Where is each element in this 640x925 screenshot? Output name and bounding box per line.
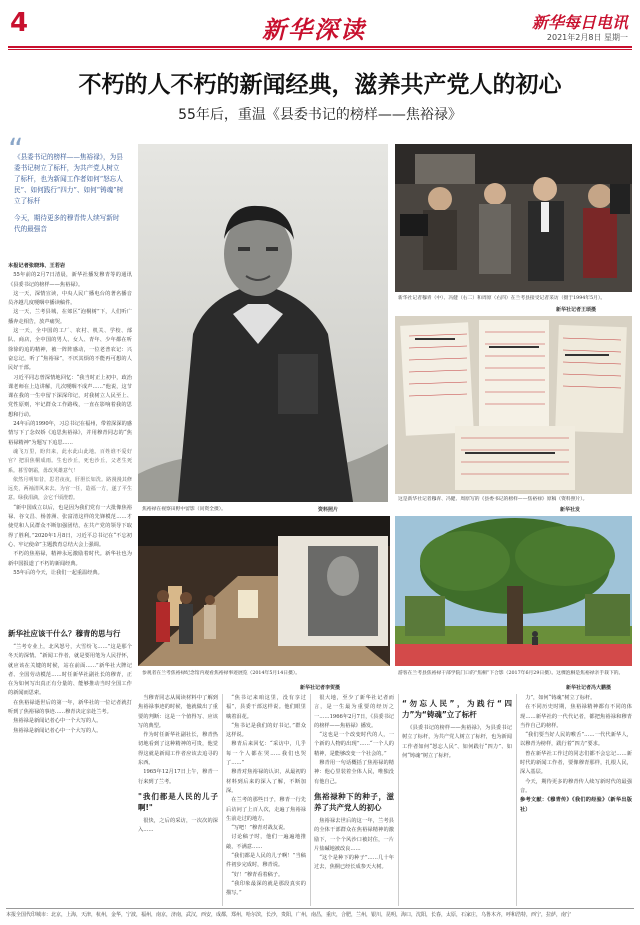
article-column-6 [520, 694, 632, 906]
section-title: 新华深读 [262, 15, 366, 44]
paragraph: 在焦裕禄逝世后的第一年，新华社的一位记者就打听到了焦裕禄的事迹……穆青决定亲赴兰考。 [8, 699, 132, 716]
poem-stanza: 魂飞万里，盼归来，此水此山此地。百姓谁不爱好官？把泪焦桐成雨。生也沙丘，死也沙丘，父老生死系。暮雪朝霜，毋改英雄意气！ [8, 448, 132, 474]
issue-date: 2021年2月8日 星期一 [546, 33, 628, 42]
paragraph: 曾在新华社工作过的同志们都不会忘记……新时代的新闻工作者，要像穆青那样，扎根人民，深入基层。 [520, 750, 632, 776]
museum-image [138, 516, 390, 666]
article-column-5 [402, 694, 512, 906]
photo-credit: 新华社记者冯大鹏摄 [566, 685, 612, 691]
paragraph: 《县委书记的榜样——焦裕禄》，为县委书记树立了标杆，为共产党人树立了标杆，也为新闻工作者如何“怒忘人民”、如何践行“四力”、如何“铸魂”树立了标杆。 [402, 725, 512, 759]
section-heading: 焦裕禄种下的种子，滋养了共产党人的初心 [314, 791, 394, 812]
paragraph: “这也是一个改变时代的人，一个新的人物的出现”……“一个人的精神，是能够改变一个社会的。” [314, 732, 394, 757]
tree-photo [395, 516, 632, 666]
footer-printing-cities: 本报全国代印城市：北京，上海，天津，杭州，金华，宁波，福州，南京，济南，武汉，西安，成都，郑州，哈尔滨，长沙，贵阳，广州，南昌，重庆，合肥，兰州，银川，昆明，海口，沈阳，长春，太原，石家庄，乌鲁木齐，呼和浩特，西宁，拉萨，南宁 [6, 912, 572, 918]
paragraph: 焦裕禄是新闻记者心中一个大写的人。 [13, 727, 102, 734]
section-heading: 新华社应该干什么？穆青的思与行 [8, 629, 121, 638]
paragraph: 这一天，兰考县城，在郊区“泡桐树”下，人们听广播奔走相告，放声痛哭。 [8, 309, 132, 325]
masthead-rule [8, 46, 632, 48]
paragraph: “焦书记是我们的好书记。”群众这样说。 [226, 722, 306, 739]
photo-credit: 资料照片 [318, 507, 339, 513]
paragraph: 焦裕禄是新闻记者心中一个大写的人。 [13, 718, 102, 725]
paragraph: 这一天，深情宣读，中央人民广播电台的著名播音员齐越几度哽咽中播读稿件。 [8, 290, 132, 307]
footer-rule [6, 908, 634, 909]
photo-credit: 新华社记者李贺摄 [300, 685, 341, 691]
paragraph: “我们都是人民的儿子啊！”当稿件初步完成时，穆青说。 [226, 853, 306, 869]
paragraph: 55年前的2月7日清晨，新华社播发穆青等的通讯《县委书记的榜样——焦裕禄》。 [8, 272, 132, 288]
headline: 不朽的人不朽的新闻经典，滋养共产党人的初心 [78, 72, 562, 98]
photo-caption: 游客在兰考县焦裕禄干部学院门口的“焦桐”下合影（2017年6月29日摄）。这棵泡桐是焦裕禄亲手栽下的。 [398, 671, 624, 676]
byline: 本报记者张晓玮、王若岩 [8, 263, 66, 269]
subheadline: 55年后，重温《县委书记的榜样——焦裕禄》 [178, 107, 462, 123]
article-column-4 [314, 694, 394, 906]
paragraph: 55年后的今天，让我们一起重温经典。 [13, 569, 103, 576]
photo-credit: 新华社记者王颂摄 [556, 307, 597, 313]
museum-photo [138, 516, 390, 666]
paragraph: “这个是种下的种子”……几十年过去，焦桐已经长成参天大树。 [314, 855, 394, 871]
paragraph: 在不同历史时期，焦裕禄精神都有不同的体现……新华社的一代代记者，都把焦裕禄和穆青当作自己的榜样。 [520, 704, 632, 729]
newspaper-name: 新华每日电讯 [531, 13, 628, 32]
paragraph: “焦书记来咱这里，没有享过福”，县委干部这样说。他们眼里噙着泪花。 [226, 695, 306, 720]
paragraph: 很大地，至少了新华社记者而言，是一生最为重要的经历之一……1966年2月7日，《县委书记的榜样——焦裕禄》播发。 [314, 695, 394, 729]
article-column-1b [8, 624, 132, 906]
intro-block [14, 152, 126, 237]
paragraph: 习近平同志曾深情地回忆：“我当时正上初中，政治课老师在上边讲解，几次哽咽不成声……”他说，这节课在我的一生中留下深深印记，对我树立人民至上、党性原则，牢记群众工作路线，一直在影响着我的思想和行动。 [8, 374, 132, 418]
interview-photo [395, 144, 632, 292]
intro-paragraph: 《县委书记的榜样——焦裕禄》，为县委书记树立了标杆，为共产党人树立了标杆，也为新闻工作者如何“怒忘人民”、如何践行“四力”、如何“铸魂”树立了标杆 [14, 153, 124, 205]
paragraph: 穆青对焦裕禄的认识，从最初的材料到后来的深入了解，不断加深。 [226, 769, 306, 794]
paragraph: 作为时任新华社副社长，穆青热切地看到了这种精神的可贵，他觉得这就是新闻工作者应该去追寻的东西。 [138, 732, 218, 767]
paragraph: “我们要当好人民的喉舌”……一代代新华人，以穆青为榜样，践行着“四力”要求。 [520, 732, 632, 748]
paragraph: 今天，期待更多的穆青传人续写新时代的最强音。 [520, 778, 632, 794]
quote-icon: “ [8, 133, 24, 168]
paragraph: “好！”穆青看着稿子。 [231, 871, 284, 878]
poem-stanza: 依然月明如昔，思君夜夜，肝胆长如洗。路漫漫其修远矣，两袖清风来去。为官一任，造福一方，遂了平生意。绿我涓滴，会它千顷澄碧。 [8, 476, 132, 502]
paragraph: 穆青用一句话概括了焦裕禄的精神：他心里装着全体人民，唯独没有他自己。 [314, 760, 394, 785]
paragraph: 这一天，全中国的工厂、农村、机关、学校、部队、商店，全中国的男人、女人、青年、少年都在听徐徐的追的精神，被一阵阵感动，一位老普农记：兴奋忘记，听了“焦裕禄”，不厌其烦的不能再可想的人民好干部。 [8, 328, 132, 372]
page-number: 4 [10, 8, 29, 38]
portrait-photo [138, 144, 388, 502]
paragraph: 当穆青同志从阅读材料中了解到焦裕禄事迹的时候，他就做出了重要的判断：这是一个值得写、应该写的典型。 [138, 695, 218, 729]
manuscript-photo [395, 316, 632, 494]
paragraph: “新中国成立以后，也是因为我们党有一大批像焦裕禄、谷文昌、杨善洲、张富清这样的先锋模范……才使党和人民群众不断加强团结，在共产党的领导下取得了胜利。”2020年1月8日，习近平总书记在“不忘初心、牢记使命”主题教育总结大会上强调。 [8, 504, 132, 548]
paragraph: 讨论稿子时，他们一遍遍地推敲，不满意…… [226, 834, 306, 850]
tree-image [395, 516, 632, 666]
portrait-image [138, 144, 388, 502]
article-column-2 [138, 694, 218, 906]
paragraph: 力”，如何“铸魂”树立了标杆。 [525, 695, 596, 701]
paragraph: 在兰考的那些日子，穆青一行先后访问了上百人次，走遍了焦裕禄生前走过的地方。 [226, 797, 306, 822]
photo-caption: 新华社记者穆青（中）、冯健（右二）和周原（右四）在兰考县接受记者采访（摄于1994年5月）。 [398, 296, 606, 301]
paragraph: 1965年12月17日上午，穆青一行来到了兰考。 [138, 769, 218, 785]
references: 参考文献：《穆青传》《我们的经验》（新华出版社） [520, 797, 632, 813]
photo-caption: 这是新华社记者穆青、冯健、周原写的《县委书记的榜样——焦裕禄》原稿（资料照片）。 [398, 497, 588, 502]
paragraph: 穆青后来回忆：“采访中，几乎每一个人都在哭……我们也哭了……” [226, 741, 306, 767]
article-column-3 [226, 694, 306, 906]
paragraph: “兰考专业上，北风怒号，大雪纷飞……”这是那个冬天的深情。“新闻工作者，就是要用笔为人民抒怀，就应该在关键的时候，站在前面……”新华社大牌记者、全国劳动模范……时任新华社副社长的穆青，正在为如何写出真正有分量的、能够推动当时全国工作的新闻而思索。 [8, 644, 132, 697]
paragraph: 很快，之后的采访，一次次的深入…… [138, 817, 218, 834]
photo-credit: 新华社发 [560, 507, 581, 513]
interview-image [395, 144, 632, 292]
paragraph: 24年后的1990年，习总书记在福州，带着深深的感情写下了念奴娇《追思焦裕禄》，并用穆青同志的“焦裕禄精神”为题写下追思…… [8, 421, 132, 446]
paragraph: 焦裕禄去世后的这一年，兰考县的全体干部群众在焦裕禄精神的激励下，一个个风沙口被封住，一片片盐碱地被改良…… [314, 817, 394, 852]
section-heading: "我们都是人民的儿子啊!" [138, 791, 218, 812]
photo-caption: 参观者在兰考焦裕禄纪念馆内观看焦裕禄事迹展览（2014年5月14日摄）。 [142, 671, 301, 676]
article-column-1 [8, 262, 132, 622]
paragraph: “我印象最深的就是那段真实的描写。” [226, 880, 306, 897]
section-heading: “勿忘人民”，为践行“四力”为“铸魂”立了标杆 [402, 699, 512, 719]
manuscript-image [395, 316, 632, 494]
paragraph: “写吧！”穆青对战友说。 [231, 825, 289, 832]
paragraph: 不朽的焦裕禄，精神永远激励着时代。新华社也为新中国报道了不朽的新闻经典。 [8, 551, 132, 567]
masthead-rule-thin [8, 49, 632, 50]
photo-caption: 焦裕禄在视察田野中留影（问资全摄）。 [142, 507, 226, 512]
intro-paragraph: 今天，期待更多的穆青传人续写新时代的最强音 [14, 214, 120, 233]
